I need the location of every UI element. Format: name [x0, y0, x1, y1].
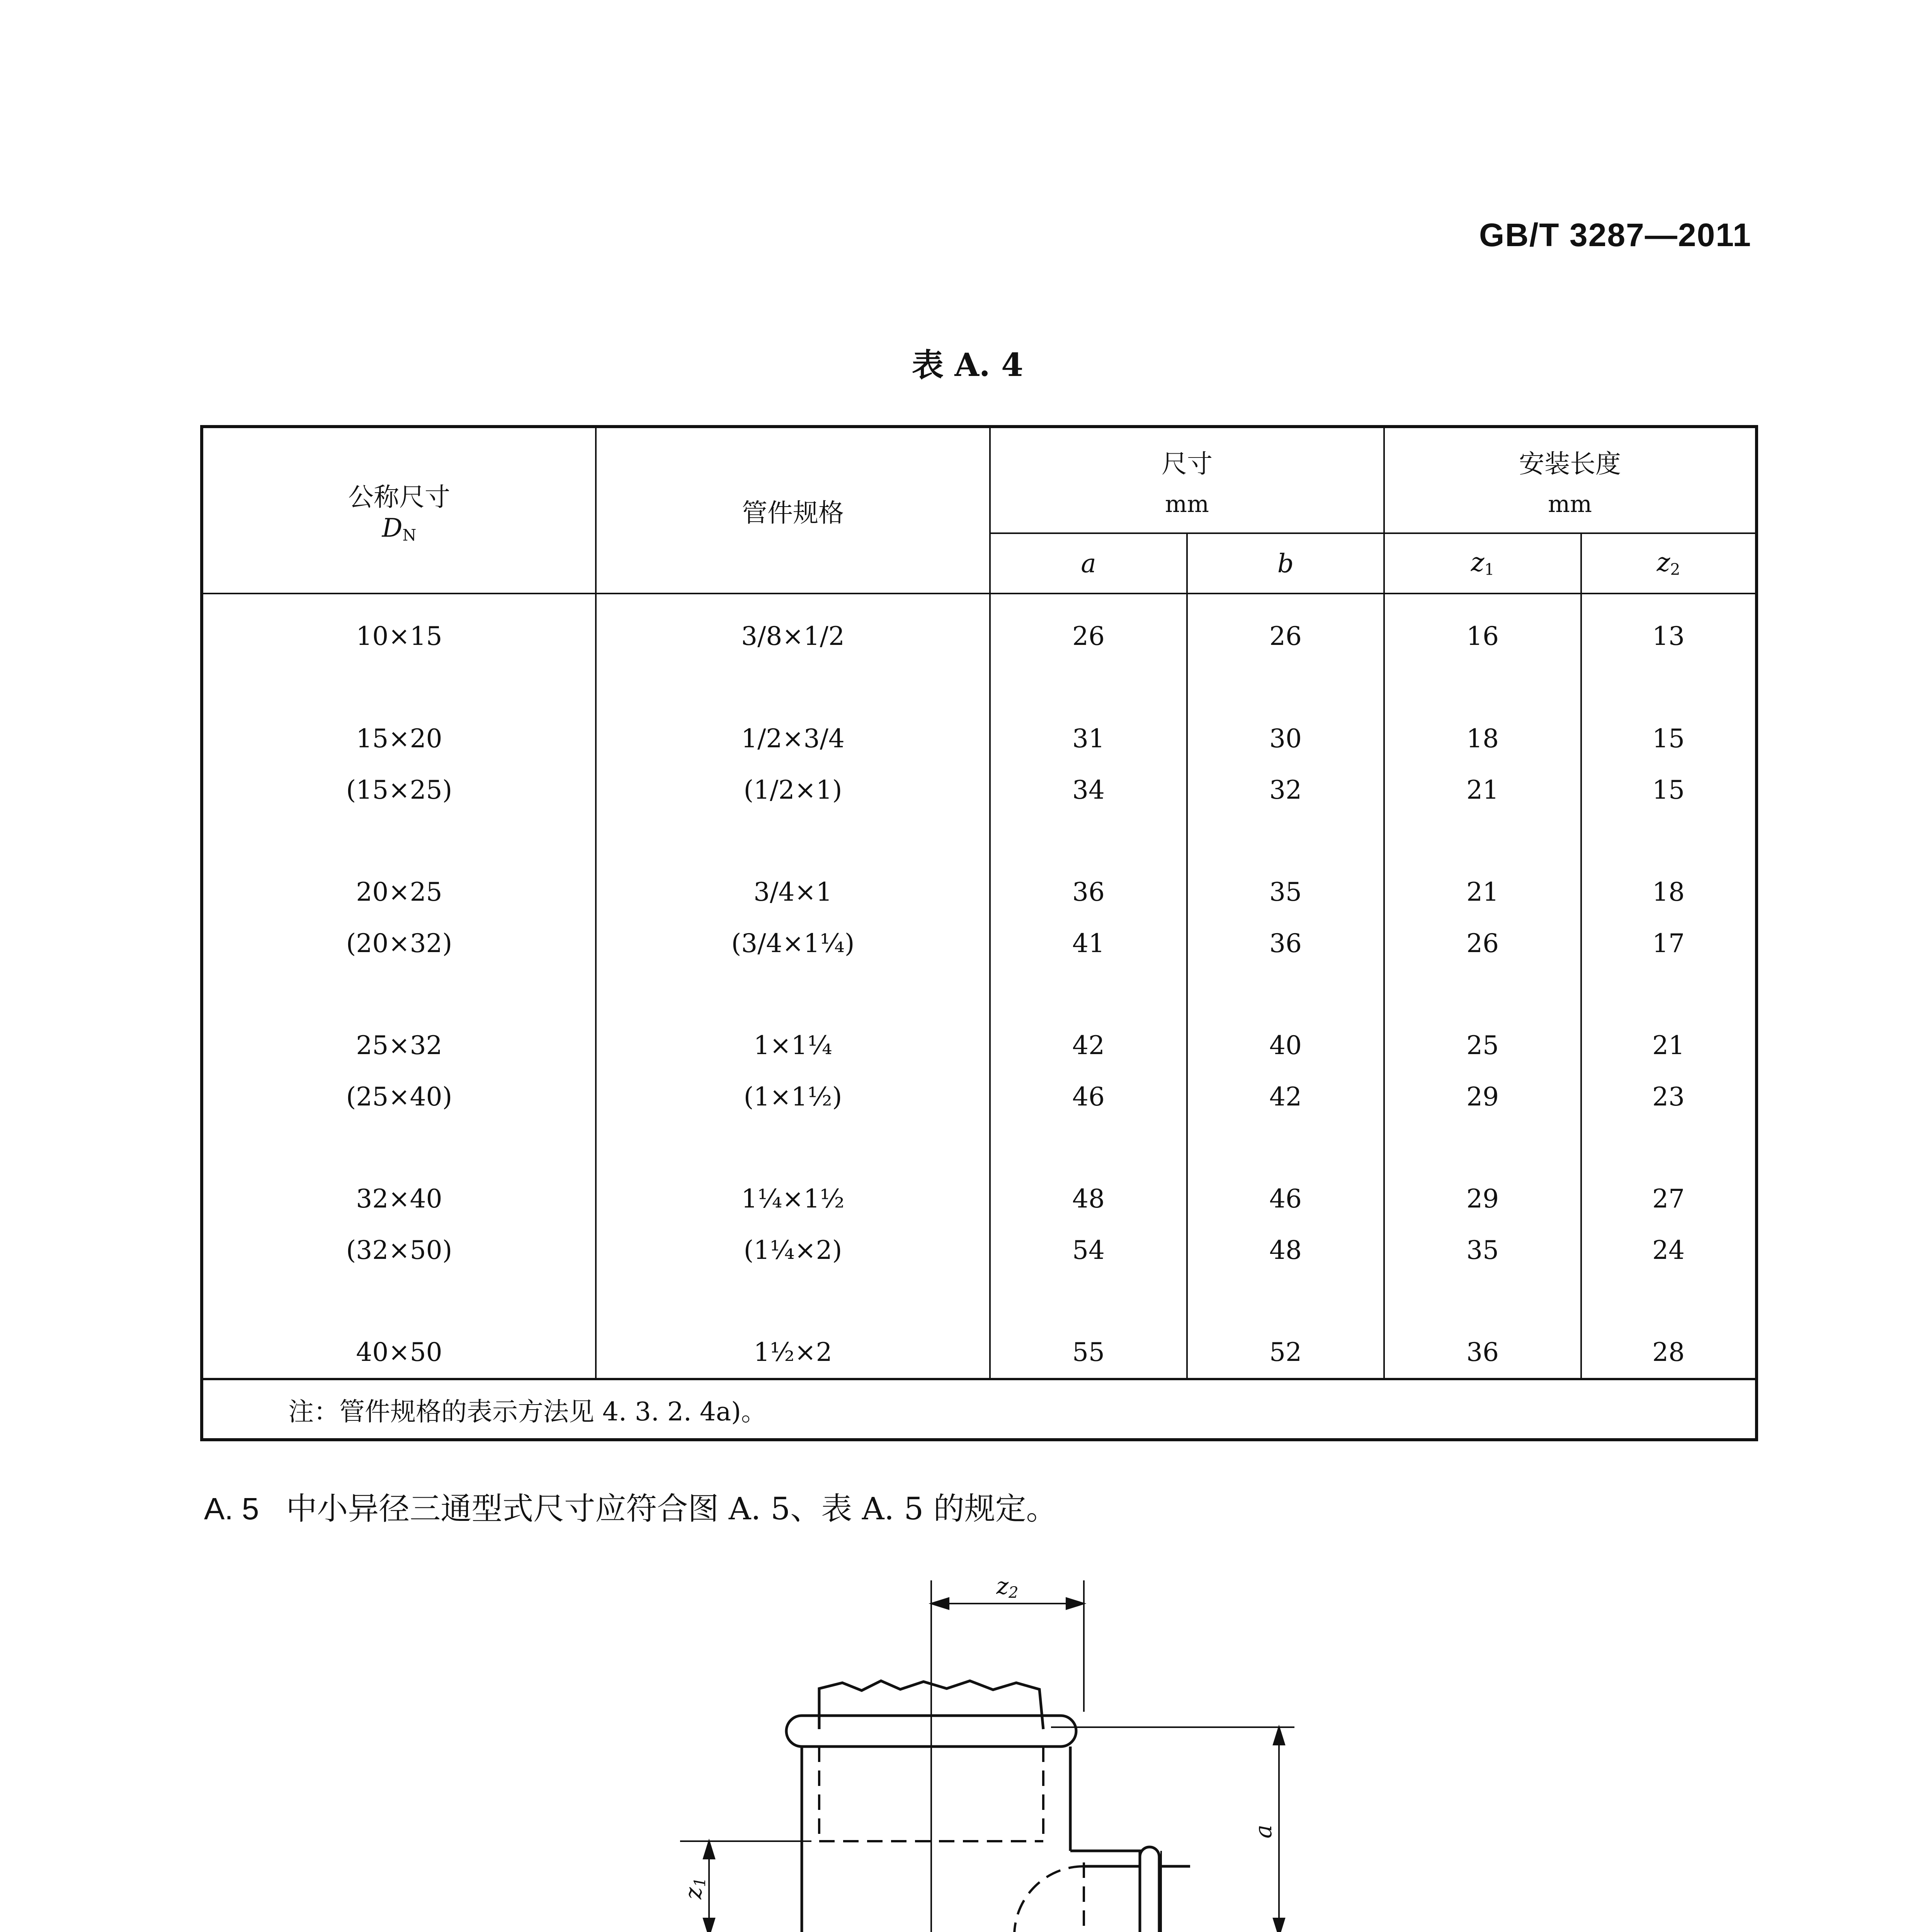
header-nominal-size-label: 公称尺寸: [348, 482, 450, 512]
cell-dn: (25×40): [202, 1071, 596, 1122]
dim-label-a-upper: a: [1250, 1825, 1277, 1838]
cell-dn: 10×15: [202, 594, 596, 662]
table-note: 注：管件规格的表示方法见 4. 3. 2. 4a)。: [202, 1379, 1757, 1440]
cell-a: 34: [990, 764, 1187, 816]
extension-lines: [680, 1580, 1294, 1932]
header-col-b: b: [1187, 533, 1384, 594]
cell-z1: 29: [1384, 1173, 1581, 1225]
dim-label-z1-upper: z1: [680, 1877, 709, 1900]
header-size-unit: mm: [1165, 490, 1209, 518]
cell-a: 36: [990, 866, 1187, 918]
header-install-unit: mm: [1548, 490, 1592, 518]
cell-b: 26: [1187, 594, 1384, 662]
cell-dn: (15×25): [202, 764, 596, 816]
cell-z2: 27: [1581, 1173, 1757, 1225]
dimension-labels: [680, 1573, 1277, 1932]
cell-spec: (1/2×1): [596, 764, 990, 816]
cell-b: 46: [1187, 1173, 1384, 1225]
cell-z2: 13: [1581, 594, 1757, 662]
cell-z1: 18: [1384, 713, 1581, 764]
cell-a: 26: [990, 594, 1187, 662]
cell-spec: 1×1¼: [596, 1020, 990, 1071]
cell-a: 46: [990, 1071, 1187, 1122]
cell-z1: 21: [1384, 764, 1581, 816]
header-install-label: 安装长度: [1519, 449, 1621, 479]
cell-z1: 16: [1384, 594, 1581, 662]
cell-dn: 15×20: [202, 713, 596, 764]
header-size-label: 尺寸: [1162, 449, 1213, 479]
branch-outlet: [1070, 1847, 1190, 1932]
cell-dn: 20×25: [202, 866, 596, 918]
cell-b: 42: [1187, 1071, 1384, 1122]
cell-a: 31: [990, 713, 1187, 764]
cell-dn: 25×32: [202, 1020, 596, 1071]
cell-a: 41: [990, 918, 1187, 969]
cell-spec: (1¼×2): [596, 1225, 990, 1276]
cell-z1: 21: [1384, 866, 1581, 918]
cell-spec: 1½×2: [596, 1327, 990, 1379]
cell-spec: (3/4×1¼): [596, 918, 990, 969]
cell-dn: 40×50: [202, 1327, 596, 1379]
cell-a: 48: [990, 1173, 1187, 1225]
cell-b: 32: [1187, 764, 1384, 816]
cell-z2: 18: [1581, 866, 1757, 918]
standard-code: GB/T 3287—2011: [1479, 217, 1752, 253]
cell-b: 48: [1187, 1225, 1384, 1276]
hidden-lines: [819, 1747, 1084, 1932]
cell-a: 42: [990, 1020, 1187, 1071]
cell-spec: 3/4×1: [596, 866, 990, 918]
header-col-z2: $z_2$: [1581, 533, 1757, 594]
header-fitting-spec: 管件规格: [596, 427, 990, 594]
cell-dn: 32×40: [202, 1173, 596, 1225]
cell-b: 36: [1187, 918, 1384, 969]
cell-z1: 35: [1384, 1225, 1581, 1276]
cell-b: 52: [1187, 1327, 1384, 1379]
cell-z1: 36: [1384, 1327, 1581, 1379]
cell-spec: 1/2×3/4: [596, 713, 990, 764]
cell-b: 35: [1187, 866, 1384, 918]
cell-z2: 17: [1581, 918, 1757, 969]
clause-number: A. 5: [204, 1492, 259, 1526]
cell-dn: (32×50): [202, 1225, 596, 1276]
cell-dn: (20×32): [202, 918, 596, 969]
cell-b: 30: [1187, 713, 1384, 764]
cell-z2: 21: [1581, 1020, 1757, 1071]
header-col-a: a: [990, 533, 1187, 594]
cell-z2: 28: [1581, 1327, 1757, 1379]
cell-z2: 15: [1581, 764, 1757, 816]
cell-spec: (1×1½): [596, 1071, 990, 1122]
cell-a: 54: [990, 1225, 1187, 1276]
clause-text: 中小异径三通型式尺寸应符合图 A. 5、表 A. 5 的规定。: [286, 1491, 1057, 1527]
cell-b: 40: [1187, 1020, 1384, 1071]
cell-z1: 26: [1384, 918, 1581, 969]
cell-spec: 1¼×1½: [596, 1173, 990, 1225]
cell-z2: 24: [1581, 1225, 1757, 1276]
dim-label-z2: z2: [996, 1573, 1019, 1602]
cell-z1: 25: [1384, 1020, 1581, 1071]
cell-z2: 15: [1581, 713, 1757, 764]
cell-z2: 23: [1581, 1071, 1757, 1122]
table-title: 表 A. 4: [912, 347, 1024, 384]
dn-symbol: $D_N$: [382, 513, 417, 545]
cell-z1: 29: [1384, 1071, 1581, 1122]
cell-spec: 3/8×1/2: [596, 594, 990, 662]
header-col-z1: $z_1$: [1384, 533, 1581, 594]
dimension-lines: [704, 1598, 1284, 1932]
cell-a: 55: [990, 1327, 1187, 1379]
